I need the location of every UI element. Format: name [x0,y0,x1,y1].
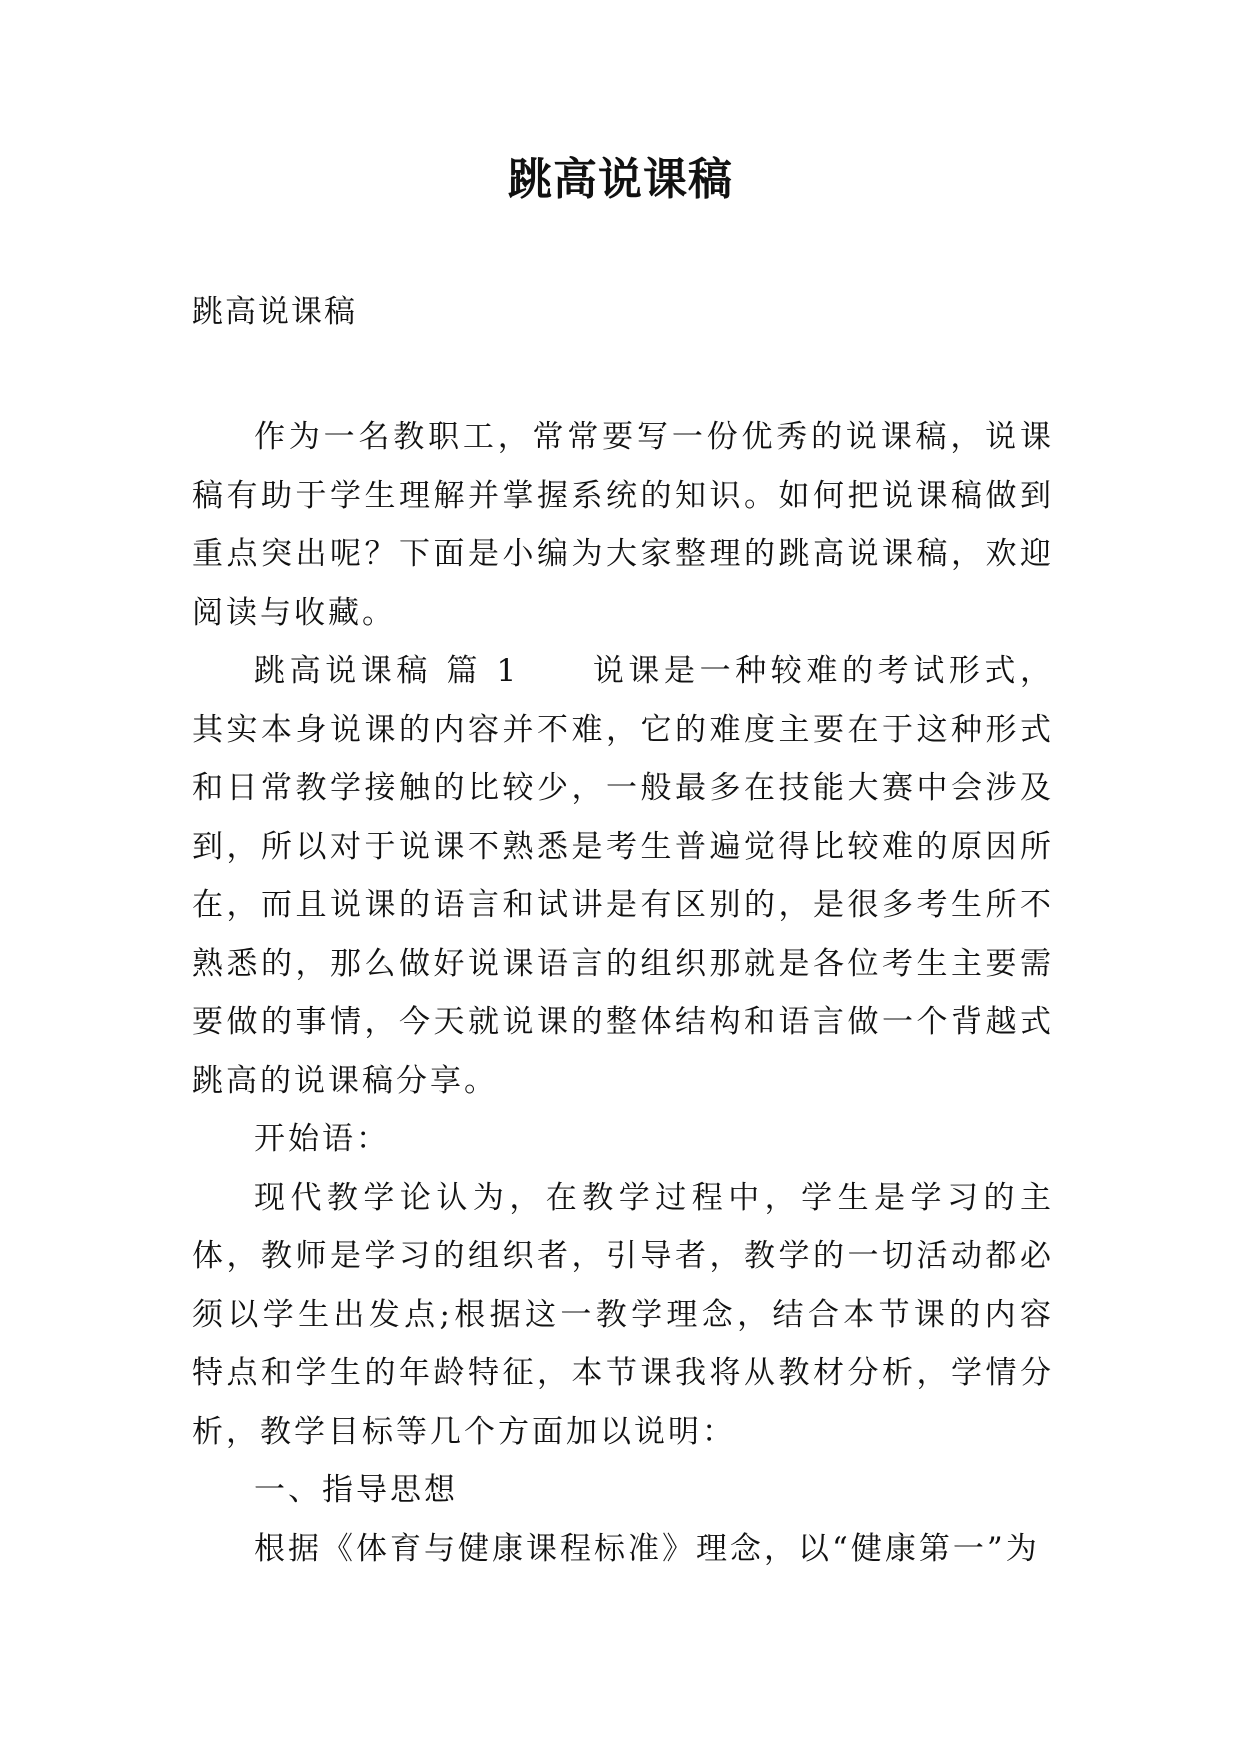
opening-label: 开始语： [254,1121,390,1157]
section-heading-1: 跳高说课稿 篇 1 [254,653,520,689]
section-paragraph-1 [192,642,1054,1110]
document-subtitle: 跳高说课稿 [192,294,357,330]
intro-paragraph: 作为一名教职工，常常要写一份优秀的说课稿，说课稿有助于学生理解并掌握系统的知识。如何把说课稿做到重点突出呢？下面是小编为大家整理的跳高说课稿，欢迎阅读与收藏。 [192,419,1054,631]
guiding-thought-paragraph: 根据《体育与健康课程标准》理念，以“健康第一”为 [254,1530,1040,1567]
page-title: 跳高说课稿 [508,154,733,205]
section-text-1: 说课是一种较难的考试形式，其实本身说课的内容并不难，它的难度主要在于这种形式和日常教学接触的比较少，一般最多在技能大赛中会涉及到，所以对于说课不熟悉是考生普遍觉得比较难的原因所在，而且说课的语言和试讲是有区别的，是很多考生所不熟悉的，那么做好说课语言的组织那就是各位考生主要需要做的事情，今天就说课的整体结构和语言做一个背越式跳高的说课稿分享。 [192,653,1054,1099]
document-body [192,408,1054,1578]
theory-paragraph: 现代教学论认为，在教学过程中，学生是学习的主体，教师是学习的组织者，引导者，教学的一切活动都必须以学生出发点;根据这一教学理念，结合本节课的内容特点和学生的年龄特征，本节课我将从教材分析，学情分析，教学目标等几个方面加以说明： [192,1179,1054,1450]
section-heading-guiding-thought: 一、指导思想 [254,1472,458,1508]
